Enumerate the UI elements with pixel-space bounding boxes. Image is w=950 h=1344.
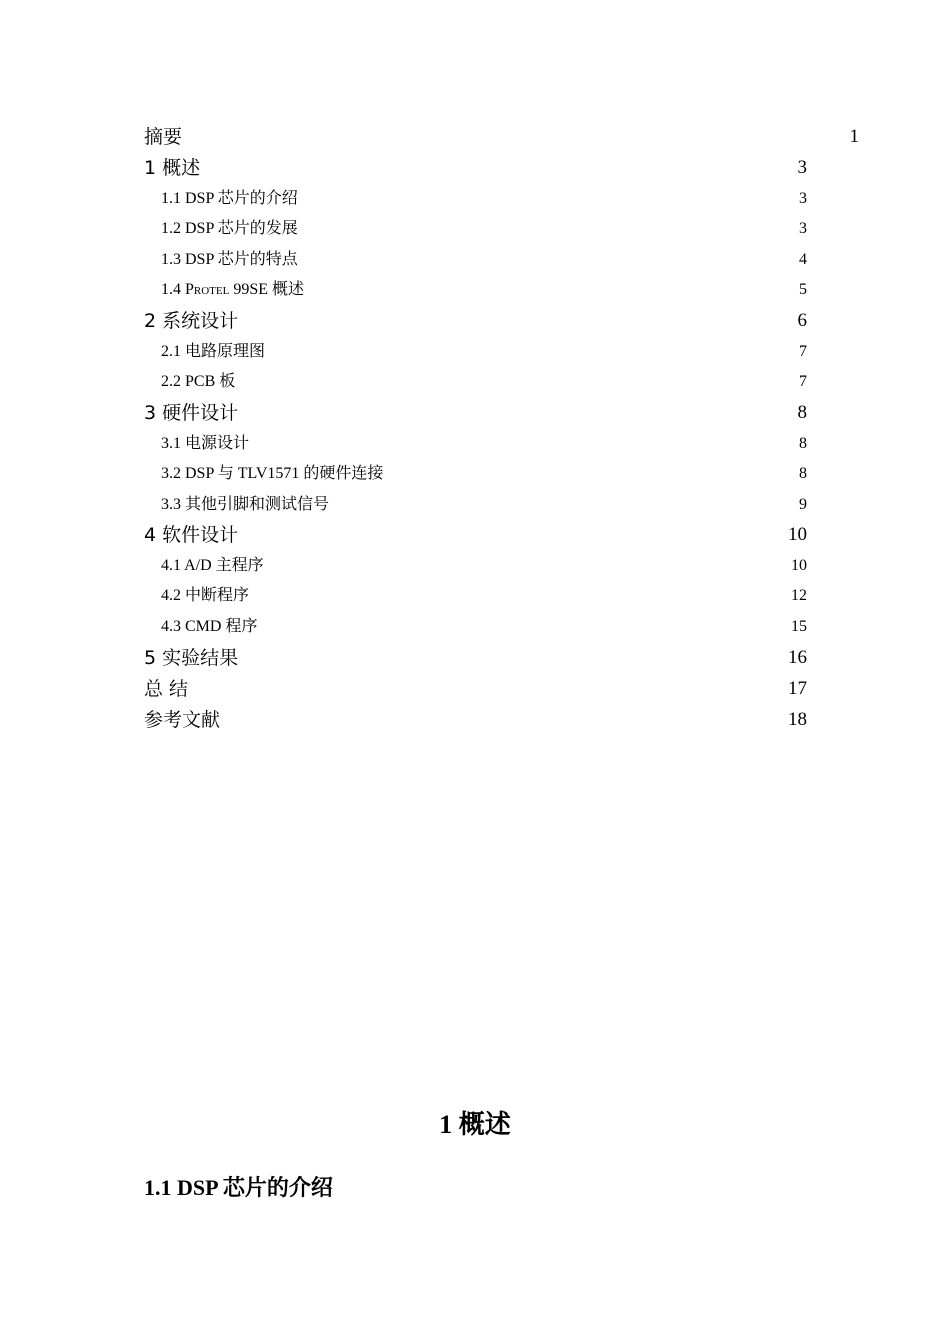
- toc-entry-title: 1.2 DSP 芯片的发展: [161, 220, 298, 237]
- toc-entry-title: 5 实验结果: [144, 647, 239, 669]
- toc-entry-page: 9: [799, 496, 807, 513]
- section-title: 1.1 DSP 芯片的介绍: [144, 1175, 333, 1200]
- toc-entry-page: 15: [791, 618, 807, 635]
- toc-entry-title: 3 硬件设计: [144, 402, 239, 424]
- toc-entry-4-2[interactable]: [0, 581, 950, 611]
- toc-entry-4-1[interactable]: [0, 551, 950, 581]
- toc-entry-page: 18: [788, 709, 807, 730]
- toc-entry-3-3[interactable]: [0, 490, 950, 520]
- toc-entry-title: 3.1 电源设计: [161, 435, 250, 452]
- toc-entry-title: 1.1 DSP 芯片的介绍: [161, 190, 298, 207]
- toc-entry-title: 参考文献: [144, 709, 221, 731]
- toc-entry-chapter-5[interactable]: [0, 643, 950, 673]
- toc-entry-3-2[interactable]: [0, 459, 950, 489]
- toc-entry-chapter-1[interactable]: [0, 153, 950, 183]
- toc-entry-title: 1 概述: [144, 157, 201, 179]
- toc-entry-page: 16: [788, 647, 807, 668]
- toc-entry-title: 2.2 PCB 板: [161, 373, 236, 390]
- toc-entry-page: 8: [799, 465, 807, 482]
- toc-entry-page: 1: [849, 126, 859, 147]
- toc-entry-2-2[interactable]: [0, 367, 950, 397]
- toc-entry-page: 3: [799, 220, 807, 237]
- toc-entry-chapter-3[interactable]: [0, 398, 950, 428]
- toc-entry-references[interactable]: [0, 705, 950, 735]
- toc-entry-title: 4.1 A/D 主程序: [161, 557, 264, 574]
- toc-entry-title: 2 系统设计: [144, 310, 239, 332]
- toc-entry-3-1[interactable]: [0, 429, 950, 459]
- toc-entry-page: 6: [797, 310, 807, 331]
- toc-entry-4-3[interactable]: [0, 612, 950, 642]
- toc-entry-title: 4.2 中断程序: [161, 587, 250, 604]
- toc-entry-page: 4: [799, 251, 807, 268]
- toc-entry-page: 3: [797, 157, 807, 178]
- toc-entry-title: 3.2 DSP 与 TLV1571 的硬件连接: [161, 465, 384, 482]
- toc-entry-summary[interactable]: [0, 674, 950, 704]
- toc-entry-title: 摘要: [144, 126, 183, 148]
- toc-entry-page: 8: [799, 435, 807, 452]
- toc-entry-page: 8: [797, 402, 807, 423]
- toc-entry-title: 总 结: [144, 678, 189, 700]
- toc-entry-page: 10: [791, 557, 807, 574]
- chapter-title: 1 概述: [439, 1110, 511, 1139]
- toc-entry-chapter-4[interactable]: [0, 520, 950, 550]
- toc-entry-title: 1.4 Protel 99SE 概述: [161, 281, 305, 298]
- toc-entry-1-4[interactable]: [0, 275, 950, 305]
- toc-entry-title: 4.3 CMD 程序: [161, 618, 258, 635]
- toc-entry-1-3[interactable]: [0, 245, 950, 275]
- toc-entry-title: 4 软件设计: [144, 524, 239, 546]
- toc-entry-page: 5: [799, 281, 807, 298]
- toc-entry-title: 2.1 电路原理图: [161, 343, 266, 360]
- toc-entry-chapter-2[interactable]: [0, 306, 950, 336]
- toc-entry-title: 3.3 其他引脚和测试信号: [161, 496, 330, 513]
- toc-entry-title: 1.3 DSP 芯片的特点: [161, 251, 298, 268]
- toc-entry-page: 7: [799, 373, 807, 390]
- toc-entry-1-1[interactable]: [0, 184, 950, 214]
- toc-entry-page: 17: [788, 678, 807, 699]
- toc-entry-page: 10: [788, 524, 807, 545]
- toc-entry-page: 3: [799, 190, 807, 207]
- toc-entry-1-2[interactable]: [0, 214, 950, 244]
- toc-entry-page: 7: [799, 343, 807, 360]
- toc-entry-page: 12: [791, 587, 807, 604]
- toc-entry-abstract[interactable]: [0, 122, 950, 152]
- toc-entry-2-1[interactable]: [0, 337, 950, 367]
